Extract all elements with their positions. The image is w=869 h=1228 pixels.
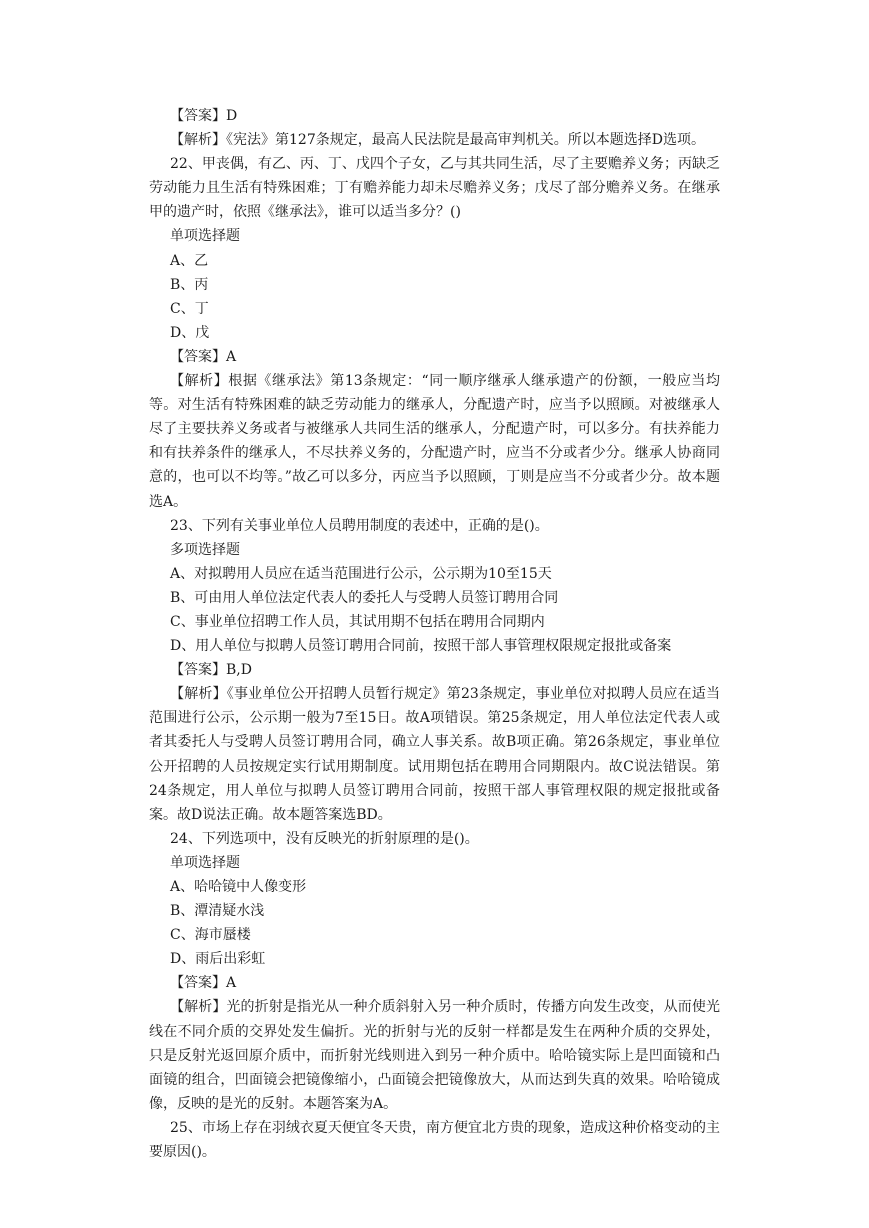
answer-line: 【答案】B,D — [170, 662, 252, 679]
analysis-paragraph: 【解析】根据《继承法》第13条规定：“同一顺序继承人继承遗产的份额，一般应当均等。对生活有特殊困难的缺乏劳动能力的继承人，分配遗产时，应当予以照顾。对被继承人尽了主要扶养义务或者与被继承人共同生活的继承人，分配遗产时，可以多分。有扶养能力和有扶养条件的继承人，不尽扶养义务的，分配遗产时，应当不分或者少分。继承人协商同意的，也可以不均等。”故乙可以多分，丙应当予以照顾，丁则是应当不分或者少分。故本题选A。 — [149, 373, 720, 510]
question-type-label: 单项选择题 — [170, 854, 240, 871]
question-22: 22、甲丧偶，有乙、丙、丁、戊四个子女，乙与其共同生活，尽了主要赡养义务；丙缺乏劳动能力且生活有特殊困难；丁有赡养能力却未尽赡养义务；戊尽了部分赡养义务。在继承甲的遗产时，依照《继承法》，谁可以适当多分？() — [149, 156, 720, 221]
analysis-paragraph: 【解析】《事业单位公开招聘人员暂行规定》第23条规定，事业单位对拟聘人员应在适当范围进行公示，公示期一般为7至15日。故A项错误。第25条规定，用人单位法定代表人或者其委托人与受聘人员签订聘用合同，确立人事关系。故B项正确。第26条规定，事业单位公开招聘的人员按规定实行试用期制度。试用期包括在聘用合同期限内。故C说法错误。第24条规定，用人单位与拟聘人员签订聘用合同前，按照干部人事管理权限的规定报批或备案。故D说法正确。故本题答案选BD。 — [149, 686, 720, 823]
question-24: 24、下列选项中，没有反映光的折射原理的是()。 — [170, 830, 479, 847]
option-d: D、戊 — [170, 324, 210, 341]
document-body — [149, 104, 720, 1164]
answer-line: 【答案】D — [170, 108, 238, 124]
analysis-paragraph: 【解析】光的折射是指光从一种介质斜射入另一种介质时，传播方向发生改变，从而使光线在不同介质的交界处发生偏折。光的折射与光的反射一样都是发生在两种介质的交界处，只是反射光返回原介质中，而折射光线则进入到另一种介质中。哈哈镜实际上是凹面镜和凸面镜的组合，凹面镜会把镜像缩小，凸面镜会把镜像放大，从而达到失真的效果。哈哈镜成像，反映的是光的反射。本题答案为A。 — [149, 999, 720, 1112]
question-type-label: 多项选择题 — [170, 541, 240, 558]
option-b: B、丙 — [170, 276, 209, 293]
question-type-label: 单项选择题 — [170, 228, 240, 245]
option-a: A、对拟聘用人员应在适当范围进行公示，公示期为10至15天 — [170, 565, 552, 582]
answer-line: 【答案】A — [170, 348, 237, 365]
option-d: D、雨后出彩虹 — [170, 951, 266, 968]
option-d: D、用人单位与拟聘人员签订聘用合同前，按照干部人事管理权限规定报批或备案 — [170, 638, 672, 655]
option-a: A、乙 — [170, 252, 209, 269]
option-c: C、事业单位招聘工作人员，其试用期不包括在聘用合同期内 — [170, 613, 545, 630]
question-23: 23、下列有关事业单位人员聘用制度的表述中，正确的是()。 — [170, 517, 549, 534]
analysis-paragraph: 【解析】《宪法》第127条规定，最高人民法院是最高审判机关。所以本题选择D选项。 — [170, 132, 705, 149]
option-c: C、海市蜃楼 — [170, 927, 251, 944]
question-25: 25、市场上存在羽绒衣夏天便宜冬天贵，南方便宜北方贵的现象，造成这种价格变动的主要原因()。 — [149, 1119, 720, 1161]
option-b: B、潭清疑水浅 — [170, 903, 265, 920]
option-a: A、哈哈镜中人像变形 — [170, 879, 307, 895]
option-b: B、可由用人单位法定代表人的委托人与受聘人员签订聘用合同 — [170, 589, 559, 606]
option-c: C、丁 — [170, 300, 209, 317]
answer-line: 【答案】A — [170, 975, 237, 992]
